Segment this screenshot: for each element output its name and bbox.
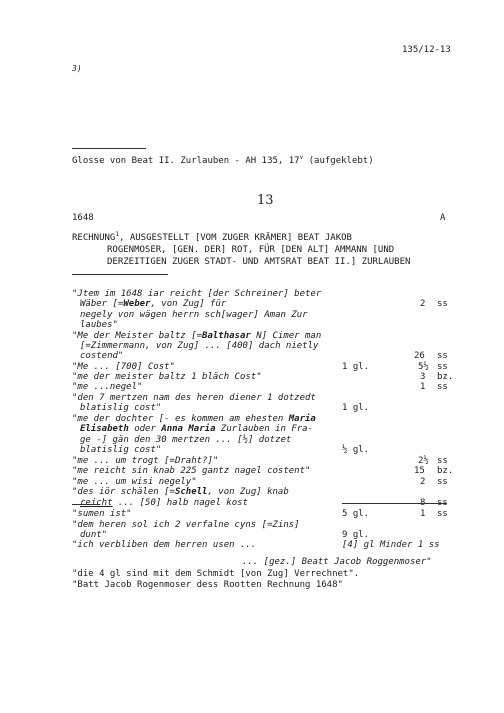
heading-line-1: RECHNUNG$^1$, AUSGESTELLT [VOM ZUGER KRÄMER] BEAT JAKOB [72,231,352,243]
entry-value: 26 [414,351,425,361]
entry-gulden: 1 gl. [342,362,370,372]
entry-line: "dem heren sol ich 2 verfalne cyns [=Zins] [72,520,300,530]
entry-value: 2½ [418,456,429,466]
entry-line: "des iör schälen [=Schell, von Zug] knab [72,487,289,497]
balance-note: [4] gl Minder 1 ss [342,540,440,550]
document-letter: A [440,213,446,223]
entry-line: negely von wägen herrn sch[wager] Aman Zur [80,310,308,320]
entry-line: costend" [80,351,124,361]
sum-unit: ss [437,509,448,519]
entry-line: [=Zimmermann, von Zug] ... [400] dach nietly [80,341,319,351]
sum-value: 1 [420,509,426,519]
sum-label: "sumen ist" [72,509,132,519]
entry-unit: ss [437,362,448,372]
sum-rule [342,503,446,504]
entry-line: ge -] gän den 30 mertzen ... [½] dotzet [80,435,292,445]
entry-unit: ss [437,498,448,508]
gloss-line: Glosse von Beat II. Zurlauben - AH 135, 17$^v$ (aufgeklebt) [72,154,374,166]
entry-line: Wäber [=Weber, von Zug] für [80,299,227,309]
entry-line: "me ...negel" [72,382,143,392]
entry-line: "me reicht sin knab 225 gantz nagel costent" [72,466,311,476]
entry-value: 1 [420,382,426,392]
entry-line: "me ... um trogt [=Draht?]" [72,456,219,466]
entry-line: "me der dochter [- es kommen am ehesten Maria [72,414,316,424]
entry-unit: bz. [437,466,454,476]
entry-unit: ss [437,456,448,466]
entry-line: laubes" [80,320,118,330]
entry-line: "Jtem im 1648 iar reicht [der Schreiner] beter [72,289,322,299]
entry-line: "ich verbliben dem herren usen ... [72,540,257,550]
entry-line: "Me ... [700] Cost" [72,362,175,372]
entry-gulden: 1 gl. [342,403,370,413]
entry-line: Elisabeth oder Anna Maria Zurlauben in Fra- [80,424,314,434]
entry-value: 15 [414,466,425,476]
entry-line: blatislig cost" [80,403,162,413]
entry-unit: ss [437,382,448,392]
page-reference: 135/12-13 [402,45,451,55]
entry-value: 2 [420,477,426,487]
footnote-rule [72,148,146,149]
entry-line: "me der meister baltz 1 bläch Cost" [72,372,262,382]
entry-value: 3 [420,372,426,382]
heading-rule [72,274,168,275]
entry-value: 5½ [418,362,429,372]
entry-unit: ss [437,477,448,487]
entry-gulden: 9 gl. [342,530,370,540]
entry-unit: ss [437,299,448,309]
entry-line: dunt" [80,530,108,540]
footnote-marker: 3) [72,64,82,73]
document-year: 1648 [72,213,94,223]
note-line-2: "Batt Jacob Rogenmoser dess Rootten Rechnung 1648" [72,580,343,590]
entry-value: 2 [420,299,426,309]
entry-unit: ss [437,351,448,361]
entry-line: "me ... um wisi negely" [72,477,197,487]
entry-value: 8 [420,498,426,508]
underline [72,504,100,505]
signature-line: ... [gez.] Beatt Jacob Roggenmoser" [242,557,432,567]
sum-gulden: 5 gl. [342,509,370,519]
entry-line: "den 7 mertzen nam des heren diener 1 dotzedt [72,393,316,403]
note-line-1: "die 4 gl sind mit dem Schmidt [von Zug] Verrechnet". [72,569,360,579]
entry-line: "Me der Meister baltz [=Balthasar N] Cimer man [72,331,322,341]
entry-line: reicht ... [50] halb nagel kost [80,498,248,508]
document-number: 13 [257,193,274,208]
entry-gulden: ½ gl. [342,445,370,455]
entry-line: blatislig cost" [80,445,162,455]
heading-line-2: ROGENMOSER, [GEN. DER] ROT, FÜR [DEN ALT] AMMANN [UND [107,245,395,255]
entry-unit: bz. [437,372,454,382]
heading-line-3: DERZEITIGEN ZUGER STADT- UND AMTSRAT BEAT II.] ZURLAUBEN [107,257,411,267]
